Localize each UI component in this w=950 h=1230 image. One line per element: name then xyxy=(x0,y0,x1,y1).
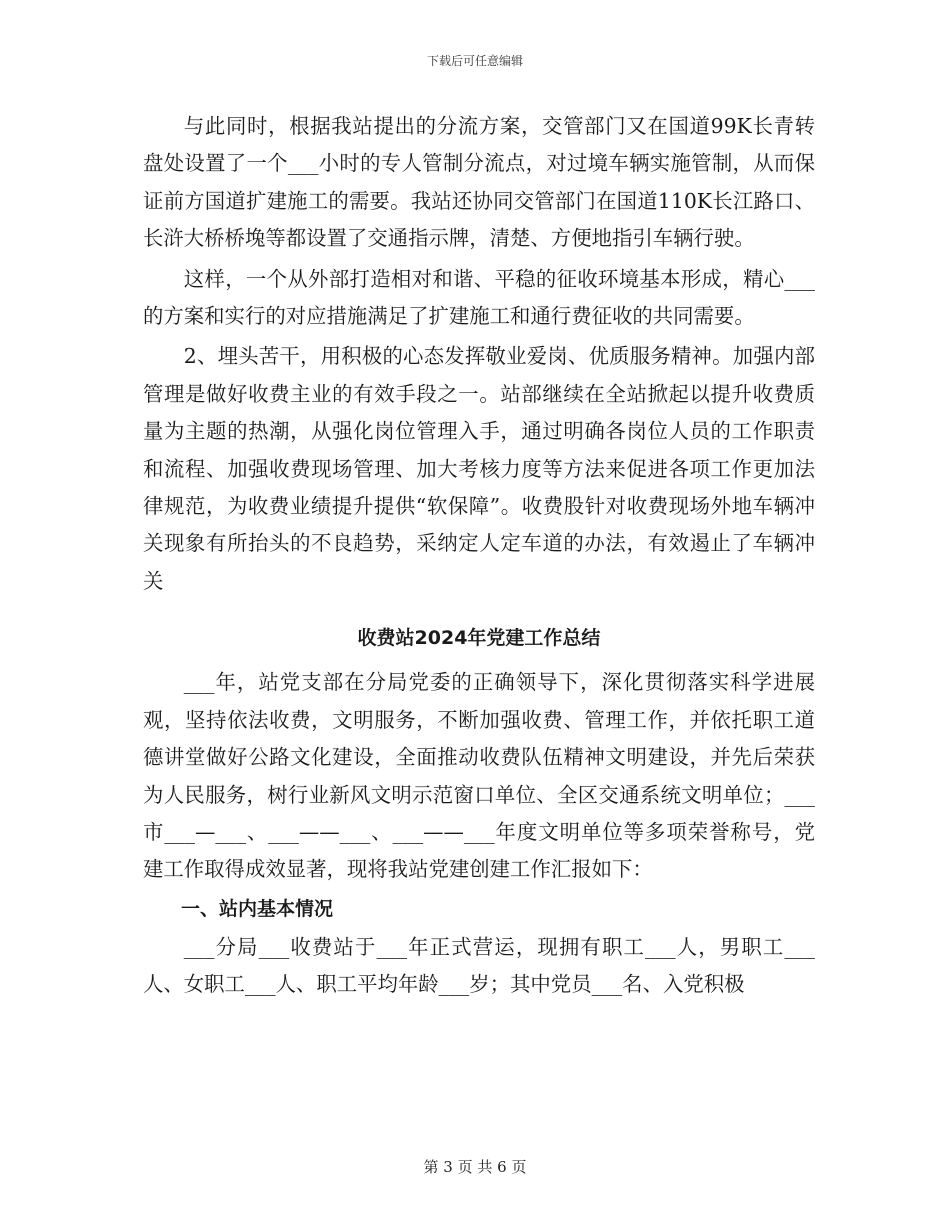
paragraph-station-basics: ___分局___收费站于___年正式营运，现拥有职工___人，男职工___人、女职工___人、职工平均年龄___岁；其中党员___名、入党积极 xyxy=(143,934,815,997)
document-title: 收费站2024年党建工作总结 xyxy=(357,627,601,650)
paragraph-traffic-diversion: 与此同时，根据我站提出的分流方案，交管部门又在国道99K长青转盘处设置了一个___小时的专人管制分流点，对过境车辆实施管制，从而保证前方国道扩建施工的需要。我站还协同交管部门在国道110K长江路口、长浒大桥桥堍等都设置了交通指示牌，清楚、方便地指引车辆行驶。 xyxy=(143,114,815,251)
page-header-note: 下载后可任意编辑 xyxy=(426,54,523,68)
document-body xyxy=(143,108,815,1004)
paragraph-internal-management: 2、埋头苦干，用积极的心态发挥敬业爱岗、优质服务精神。加强内部管理是做好收费主业的有效手段之一。站部继续在全站掀起以提升收费质量为主题的热潮，从强化岗位管理入手，通过明确各岗位人员的工作职责和流程、加强收费现场管理、加大考核力度等方法来促进各项工作更加法律规范，为收费业绩提升提供“软保障”。收费股针对收费现场外地车辆冲关现象有所抬头的不良趋势，采纳定人定车道的办法，有效遏止了车辆冲关 xyxy=(143,344,815,593)
page-number: 第 3 页 共 6 页 xyxy=(423,1158,527,1176)
section-heading: 一、站内基本情况 xyxy=(181,897,334,920)
paragraph-intro: ___年，站党支部在分局党委的正确领导下，深化贯彻落实科学进展观，坚持依法收费，文明服务，不断加强收费、管理工作，并依托职工道德讲堂做好公路文化建设，全面推动收费队伍精神文明建设，并先后荣获为人民服务，树行业新风文明示范窗口单位、全区交通系统文明单位；___市___—___、___——___、___——___年度文明单位等多项荣誉称号，党建工作取得成效显著，现将我站党建创建工作汇报如下： xyxy=(143,670,815,882)
paragraph-collection-environment: 这样，一个从外部打造相对和谐、平稳的征收环境基本形成，精心___的方案和实行的对应措施满足了扩建施工和通行费征收的共同需要。 xyxy=(143,266,815,329)
